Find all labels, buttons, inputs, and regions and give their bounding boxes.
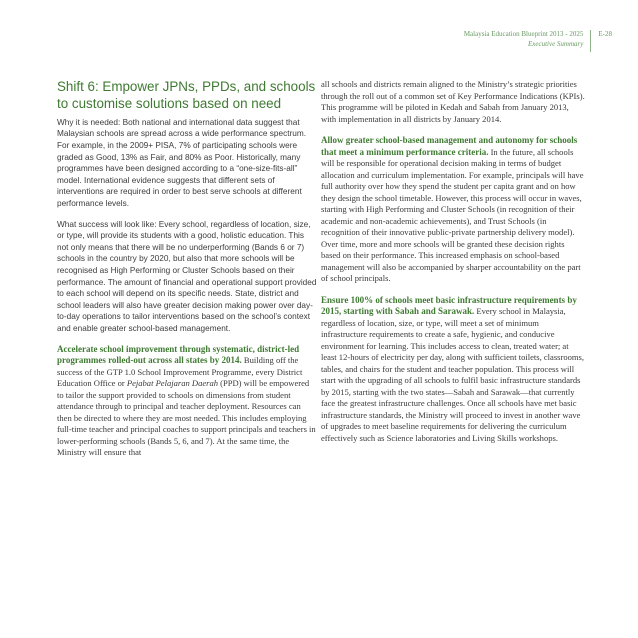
autonomy-paragraph <box>321 135 586 285</box>
infrastructure-paragraph <box>321 295 586 445</box>
page-header <box>464 29 612 57</box>
autonomy-lead: Allow greater school-based management and autonomy for schools that meet a minimum performance criteria. <box>321 135 578 157</box>
page-number: E-28 <box>598 30 612 38</box>
autonomy-body: In the future, all schools will be responsible for operational decision making in terms of budget allocation and curriculum implementation. For example, principals will have full authority over how they spend the student per capita grant and on how they design the school timetable. However, this process will occur in waves, starting with High Performing and Cluster Schools (in recognition of their academic and non-academic achievements), and Trust Schools (in recognition of their innovative public-private partnership delivery model). Over time, more and more schools will be granted these decision rights based on their performance. This increased emphasis on school-based management will also be accompanied by sharper accountability on the part of school principals. <box>321 146 584 283</box>
accelerate-italic-term: Pejabat Pelajaran Daerah <box>126 378 219 388</box>
header-subtitle: Executive Summary <box>527 40 584 48</box>
header-divider <box>590 30 591 52</box>
left-column <box>57 78 317 468</box>
why-needed-paragraph: Why it is needed: Both national and international data suggest that Malaysian schools are spread across a wide performance spectrum. For example, in the 2009+ PISA, 7% of participating schools were graded as Good, 13% as Fair, and 80% as Poor. Historically, many programmes have been designed according to a “one-size-fits-all” model. International evidence suggests that different sets of interventions are required in order to best serve schools at different performance levels. <box>57 117 306 208</box>
accelerate-body-2: (PPD) will be empowered to tailor the support provided to schools on dimensions from student attendance through to principal and teacher deployment. Resources can then be directed to where they are most needed. This includes employing full-time teacher and principal coaches to support principals and teachers in lower-performing schools (Bands 5, 6, and 7). At the same time, the Ministry will ensure that <box>57 378 316 457</box>
infrastructure-body: Every school in Malaysia, regardless of location, size, or type, will meet a set of minimum infrastructure requirements to create a safe, hygienic, and conducive environment for learning. This includes access to clean, treated water; at least 12-hours of electricity per day, along with sufficient toilets, classrooms, tables, and chairs for the student and teacher population. This process will start with the upgrading of all schools to fulfil basic infrastructure standards by 2015, starting with the two states—Sabah and Sarawak—that currently face the greatest infrastructure challenges. Once all schools have met basic infrastructure standards, the Ministry will proceed to invest in another wave of upgrades to meet baseline requirements for delivering the curriculum effectively such as Science laboratories and Living Skills workshops. <box>321 306 584 443</box>
accelerate-lead: Accelerate school improvement through systematic, district-led programmes rolled-out across all states by 2014. <box>57 343 300 365</box>
infrastructure-lead: Ensure 100% of schools meet basic infrastructure requirements by 2015, starting with Sabah and Sarawak. <box>321 294 577 316</box>
right-column <box>321 79 586 453</box>
section-heading: Shift 6: Empower JPNs, PPDs, and schools to customise solutions based on need <box>57 79 316 112</box>
continuation-paragraph: all schools and districts remain aligned to the Ministry’s strategic priorities through the roll out of a common set of Key Performance Indications (KPIs). This programme will be piloted in Kedah and Sabah from January 2013, with implementation in all districts by January 2014. <box>321 79 585 124</box>
accelerate-body-1: Building off the success of the GTP 1.0 School Improvement Programme, every District Education Office or <box>57 355 303 388</box>
header-text-block <box>464 29 584 50</box>
accelerate-paragraph <box>57 344 317 459</box>
success-paragraph: What success will look like: Every school, regardless of location, size, or type, will provide its students with a good, holistic education. This not only means that there will be no underperforming (Bands 6 or 7) schools in the country by 2020, but also that more schools will be recognised as High Performing or Cluster Schools based on their performance. The amount of financial and operational support provided to each school will depend on its specific needs. State, district and school leaders will also have greater decision making power over day-to-day operations to tailor interventions based on the school’s context and enable greater school-based management. <box>57 219 317 333</box>
header-title: Malaysia Education Blueprint 2013 - 2025 <box>463 30 584 38</box>
